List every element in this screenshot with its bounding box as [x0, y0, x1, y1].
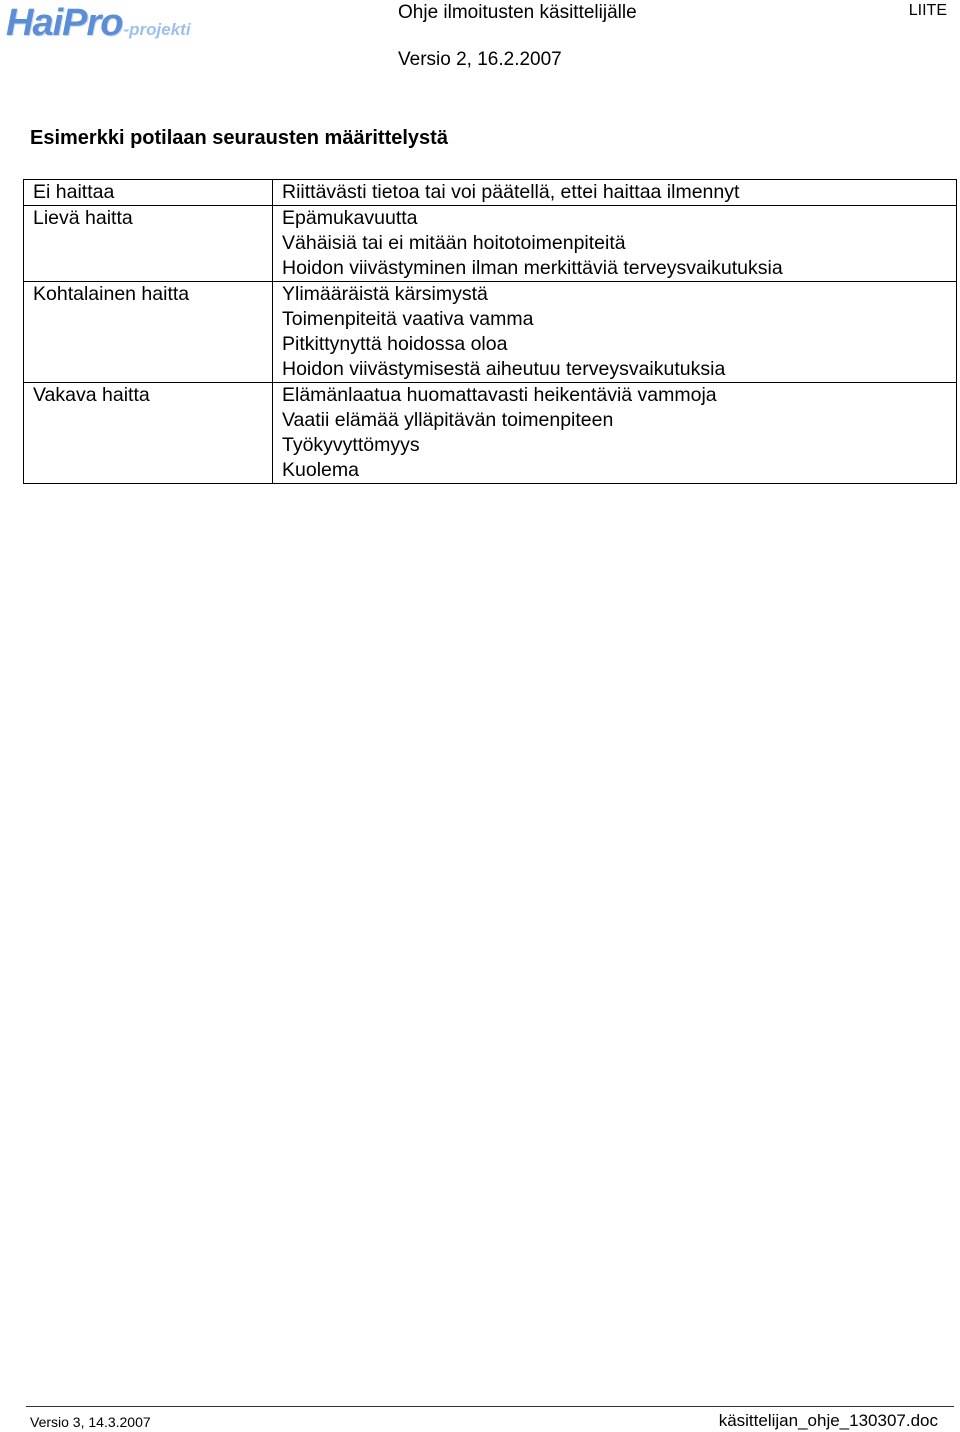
logo-sub-text: -projekti [123, 20, 191, 39]
table-row [24, 180, 957, 206]
footer-version: Versio 3, 14.3.2007 [30, 1414, 151, 1430]
description-line: Työkyvyttömyys [282, 434, 420, 456]
description-line: Hoidon viivästymisestä aiheutuu terveysvaikutuksia [282, 358, 726, 380]
table-row [24, 383, 957, 484]
harm-description [273, 180, 957, 206]
description-line: Ylimääräistä kärsimystä [282, 283, 488, 305]
document-version: Versio 2, 16.2.2007 [398, 49, 562, 70]
logo-main-text: HaiPro [6, 2, 123, 44]
section-heading: Esimerkki potilaan seurausten määrittelystä [30, 127, 448, 149]
table-row [24, 282, 957, 383]
harm-description [273, 206, 957, 282]
description-line: Riittävästi tietoa tai voi päätellä, ettei haittaa ilmennyt [282, 181, 740, 203]
harm-level: Ei haittaa [24, 180, 273, 206]
description-line: Elämänlaatua huomattavasti heikentäviä vammoja [282, 384, 717, 406]
description-line: Vähäisiä tai ei mitään hoitotoimenpiteitä [282, 232, 626, 254]
harm-level: Lievä haitta [24, 206, 273, 282]
footer-divider [26, 1406, 954, 1407]
description-line: Hoidon viivästyminen ilman merkittäviä terveysvaikutuksia [282, 257, 783, 279]
harm-level: Kohtalainen haitta [24, 282, 273, 383]
footer-filename: käsittelijan_ohje_130307.doc [718, 1411, 938, 1430]
description-line: Vaatii elämää ylläpitävän toimenpiteen [282, 409, 614, 431]
harm-description [273, 282, 957, 383]
description-line: Epämukavuutta [282, 207, 418, 229]
description-line: Kuolema [282, 459, 359, 481]
document-title: Ohje ilmoitusten käsittelijälle [398, 2, 637, 23]
description-line: Pitkittynyttä hoidossa oloa [282, 333, 508, 355]
description-line: Toimenpiteitä vaativa vamma [282, 308, 534, 330]
harm-level: Vakava haitta [24, 383, 273, 484]
harm-scale-table [23, 179, 957, 484]
table-row [24, 206, 957, 282]
attachment-label: LIITE [908, 2, 947, 19]
harm-description [273, 383, 957, 484]
haipro-logo [6, 2, 191, 44]
